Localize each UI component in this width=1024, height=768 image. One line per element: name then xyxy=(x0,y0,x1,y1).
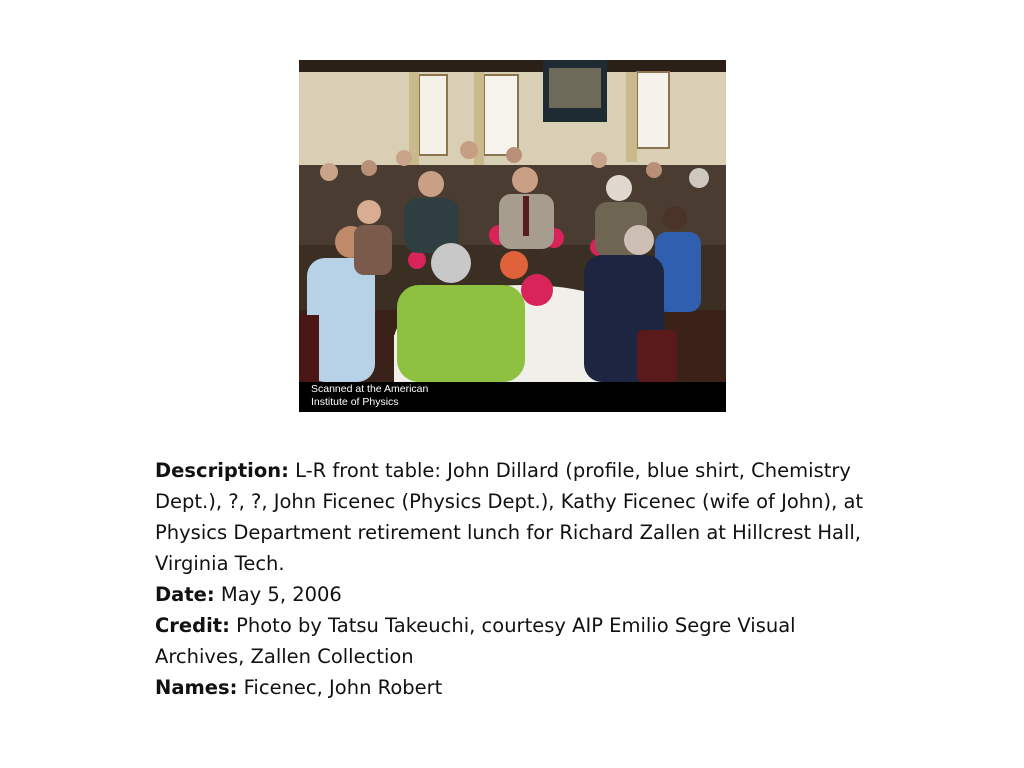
description-paragraph xyxy=(155,455,875,579)
photo-caption-block xyxy=(155,455,875,703)
archive-photo xyxy=(299,60,726,412)
photo-scan-credit xyxy=(311,383,471,409)
names-paragraph xyxy=(155,672,875,703)
date-paragraph xyxy=(155,579,875,610)
names-label: Names: xyxy=(155,676,238,699)
credit-paragraph xyxy=(155,610,875,672)
description-text: L-R front table: John Dillard (profile, blue shirt, Chemistry Dept.), ?, ?, John Ficenec (Physics Dept.), Kathy Ficenec (wife of John), at Physics Department retirement lunch for Richard Zallen at Hillcrest Hall, Virginia Tech. xyxy=(155,459,864,575)
description-label: Description: xyxy=(155,459,289,482)
credit-text: Photo by Tatsu Takeuchi, courtesy AIP Emilio Segre Visual Archives, Zallen Collection xyxy=(155,614,796,668)
photo-illustration xyxy=(299,60,726,412)
credit-label: Credit: xyxy=(155,614,230,637)
names-text: Ficenec, John Robert xyxy=(237,676,443,699)
date-label: Date: xyxy=(155,583,215,606)
date-text: May 5, 2006 xyxy=(214,583,342,606)
photo-scan-credit-line2: Institute of Physics xyxy=(311,396,399,408)
photo-scan-credit-line1: Scanned at the American xyxy=(311,383,429,395)
